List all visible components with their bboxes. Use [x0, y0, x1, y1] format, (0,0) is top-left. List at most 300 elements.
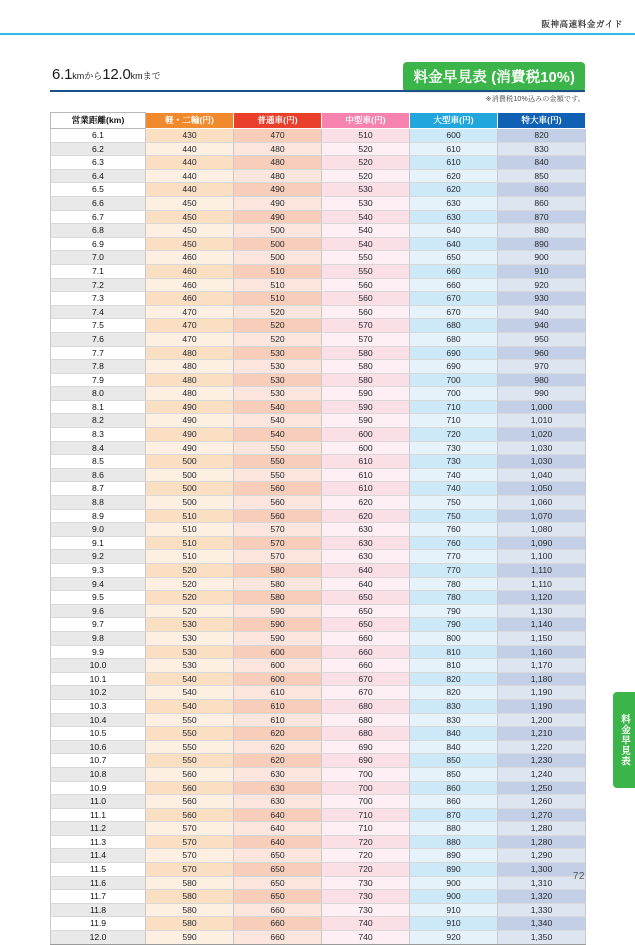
cell-fare: 520	[322, 169, 410, 183]
cell-fare: 560	[146, 781, 234, 795]
cell-distance: 8.1	[51, 400, 146, 414]
cell-fare: 580	[322, 346, 410, 360]
cell-fare: 480	[146, 387, 234, 401]
table-row	[51, 156, 586, 170]
cell-fare: 940	[498, 305, 586, 319]
cell-fare: 840	[410, 740, 498, 754]
cell-fare: 690	[410, 346, 498, 360]
cell-fare: 870	[410, 808, 498, 822]
cell-fare: 650	[322, 618, 410, 632]
table-row	[51, 387, 586, 401]
cell-distance: 10.3	[51, 699, 146, 713]
cell-fare: 880	[410, 835, 498, 849]
table-row	[51, 509, 586, 523]
cell-distance: 9.0	[51, 523, 146, 537]
cell-fare: 660	[234, 931, 322, 945]
cell-fare: 500	[234, 237, 322, 251]
cell-fare: 460	[146, 251, 234, 265]
cell-fare: 680	[410, 319, 498, 333]
cell-fare: 470	[234, 129, 322, 143]
table-header-row	[51, 113, 586, 129]
cell-fare: 700	[322, 767, 410, 781]
table-row	[51, 455, 586, 469]
cell-fare: 550	[146, 713, 234, 727]
cell-fare: 610	[322, 455, 410, 469]
cell-fare: 580	[234, 577, 322, 591]
cell-distance: 7.6	[51, 332, 146, 346]
table-row	[51, 400, 586, 414]
table-row	[51, 903, 586, 917]
cell-fare: 950	[498, 332, 586, 346]
cell-fare: 680	[322, 727, 410, 741]
cell-fare: 540	[234, 428, 322, 442]
cell-fare: 660	[234, 903, 322, 917]
table-row	[51, 645, 586, 659]
cell-distance: 10.7	[51, 754, 146, 768]
cell-fare: 530	[234, 360, 322, 374]
cell-fare: 1,240	[498, 767, 586, 781]
table-row	[51, 536, 586, 550]
cell-fare: 870	[498, 210, 586, 224]
cell-distance: 11.9	[51, 917, 146, 931]
cell-fare: 860	[498, 183, 586, 197]
cell-fare: 540	[322, 210, 410, 224]
cell-fare: 830	[498, 142, 586, 156]
cell-fare: 730	[410, 441, 498, 455]
cell-fare: 650	[322, 604, 410, 618]
cell-fare: 620	[234, 727, 322, 741]
cell-distance: 7.1	[51, 264, 146, 278]
cell-fare: 1,320	[498, 890, 586, 904]
cell-distance: 9.9	[51, 645, 146, 659]
cell-fare: 480	[234, 156, 322, 170]
table-body	[51, 129, 586, 945]
cell-fare: 1,210	[498, 727, 586, 741]
cell-fare: 610	[410, 156, 498, 170]
cell-fare: 490	[146, 441, 234, 455]
cell-fare: 550	[234, 441, 322, 455]
cell-distance: 10.2	[51, 686, 146, 700]
cell-distance: 9.1	[51, 536, 146, 550]
cell-fare: 530	[146, 645, 234, 659]
cell-distance: 7.3	[51, 292, 146, 306]
tax-note: ※消費税10%込みの金額です。	[485, 96, 585, 103]
cell-fare: 560	[322, 278, 410, 292]
cell-fare: 460	[146, 292, 234, 306]
cell-distance: 10.5	[51, 727, 146, 741]
cell-fare: 730	[322, 890, 410, 904]
cell-fare: 510	[234, 264, 322, 278]
cell-fare: 830	[410, 713, 498, 727]
cell-fare: 570	[146, 849, 234, 863]
cell-fare: 680	[322, 713, 410, 727]
cell-fare: 480	[146, 360, 234, 374]
table-row	[51, 523, 586, 537]
cell-fare: 1,330	[498, 903, 586, 917]
cell-fare: 490	[234, 210, 322, 224]
cell-fare: 730	[322, 876, 410, 890]
table-row	[51, 931, 586, 945]
table-row	[51, 564, 586, 578]
cell-fare: 630	[234, 767, 322, 781]
cell-fare: 600	[322, 428, 410, 442]
cell-fare: 610	[410, 142, 498, 156]
cell-fare: 1,090	[498, 536, 586, 550]
cell-fare: 1,010	[498, 414, 586, 428]
cell-fare: 620	[410, 183, 498, 197]
cell-fare: 560	[146, 767, 234, 781]
col-header-distance: 営業距離(km)	[51, 113, 146, 129]
cell-distance: 12.0	[51, 931, 146, 945]
cell-fare: 650	[410, 251, 498, 265]
cell-distance: 6.1	[51, 129, 146, 143]
cell-distance: 8.8	[51, 496, 146, 510]
cell-fare: 980	[498, 373, 586, 387]
cell-fare: 570	[146, 822, 234, 836]
cell-distance: 10.9	[51, 781, 146, 795]
cell-fare: 700	[410, 373, 498, 387]
cell-fare: 530	[234, 387, 322, 401]
cell-fare: 790	[410, 618, 498, 632]
cell-fare: 1,070	[498, 509, 586, 523]
cell-fare: 550	[146, 740, 234, 754]
cell-fare: 450	[146, 196, 234, 210]
cell-fare: 730	[322, 903, 410, 917]
cell-fare: 450	[146, 210, 234, 224]
cell-fare: 440	[146, 142, 234, 156]
cell-fare: 700	[322, 781, 410, 795]
cell-fare: 740	[322, 917, 410, 931]
cell-fare: 600	[234, 659, 322, 673]
cell-fare: 520	[234, 332, 322, 346]
cell-fare: 500	[234, 251, 322, 265]
cell-fare: 560	[146, 808, 234, 822]
cell-fare: 540	[146, 686, 234, 700]
cell-distance: 11.0	[51, 795, 146, 809]
table-row	[51, 142, 586, 156]
cell-fare: 770	[410, 550, 498, 564]
cell-fare: 530	[146, 659, 234, 673]
cell-fare: 640	[410, 224, 498, 238]
cell-distance: 6.8	[51, 224, 146, 238]
cell-fare: 1,120	[498, 591, 586, 605]
cell-fare: 500	[146, 496, 234, 510]
table-row	[51, 319, 586, 333]
cell-fare: 480	[234, 142, 322, 156]
cell-fare: 490	[146, 428, 234, 442]
cell-fare: 1,130	[498, 604, 586, 618]
cell-fare: 520	[322, 156, 410, 170]
cell-fare: 580	[234, 591, 322, 605]
cell-fare: 700	[322, 795, 410, 809]
cell-fare: 590	[234, 631, 322, 645]
cell-fare: 520	[234, 305, 322, 319]
cell-fare: 1,190	[498, 699, 586, 713]
table-row	[51, 604, 586, 618]
col-header-large: 大型車(円)	[410, 113, 498, 129]
table-row	[51, 849, 586, 863]
cell-distance: 7.5	[51, 319, 146, 333]
cell-distance: 11.3	[51, 835, 146, 849]
table-row	[51, 917, 586, 931]
cell-fare: 640	[410, 237, 498, 251]
cell-fare: 490	[234, 183, 322, 197]
cell-fare: 510	[322, 129, 410, 143]
cell-fare: 560	[234, 496, 322, 510]
cell-fare: 620	[410, 169, 498, 183]
cell-fare: 560	[322, 305, 410, 319]
cell-fare: 660	[322, 631, 410, 645]
range-to-value: 12.0	[102, 66, 131, 83]
cell-fare: 710	[410, 414, 498, 428]
cell-fare: 450	[146, 224, 234, 238]
table-row	[51, 686, 586, 700]
cell-fare: 1,300	[498, 863, 586, 877]
cell-distance: 6.6	[51, 196, 146, 210]
cell-fare: 1,160	[498, 645, 586, 659]
cell-fare: 510	[146, 550, 234, 564]
cell-fare: 860	[410, 795, 498, 809]
cell-fare: 520	[146, 564, 234, 578]
cell-fare: 630	[322, 523, 410, 537]
cell-fare: 530	[322, 196, 410, 210]
fare-table	[50, 112, 586, 945]
cell-fare: 830	[410, 699, 498, 713]
cell-fare: 630	[234, 795, 322, 809]
cell-distance: 8.3	[51, 428, 146, 442]
cell-fare: 510	[234, 278, 322, 292]
cell-fare: 710	[410, 400, 498, 414]
title-rule	[50, 90, 585, 92]
side-index-tab[interactable]: 料金早見表	[613, 692, 635, 788]
cell-fare: 640	[322, 564, 410, 578]
table-row	[51, 183, 586, 197]
table-row	[51, 224, 586, 238]
cell-fare: 650	[234, 876, 322, 890]
table-row	[51, 577, 586, 591]
cell-fare: 1,030	[498, 441, 586, 455]
cell-fare: 560	[146, 795, 234, 809]
cell-fare: 450	[146, 237, 234, 251]
cell-fare: 440	[146, 183, 234, 197]
cell-distance: 11.2	[51, 822, 146, 836]
cell-fare: 730	[410, 455, 498, 469]
cell-fare: 440	[146, 169, 234, 183]
cell-fare: 590	[322, 414, 410, 428]
cell-fare: 500	[146, 482, 234, 496]
table-row	[51, 482, 586, 496]
top-rule	[0, 33, 635, 35]
table-row	[51, 781, 586, 795]
cell-distance: 11.8	[51, 903, 146, 917]
cell-fare: 640	[234, 835, 322, 849]
cell-fare: 1,030	[498, 455, 586, 469]
cell-distance: 11.6	[51, 876, 146, 890]
cell-fare: 680	[410, 332, 498, 346]
cell-distance: 7.0	[51, 251, 146, 265]
cell-fare: 650	[234, 849, 322, 863]
cell-distance: 6.4	[51, 169, 146, 183]
table-row	[51, 251, 586, 265]
table-row	[51, 278, 586, 292]
table-row	[51, 237, 586, 251]
cell-fare: 1,050	[498, 482, 586, 496]
cell-fare: 1,080	[498, 523, 586, 537]
cell-fare: 850	[410, 754, 498, 768]
cell-fare: 670	[322, 672, 410, 686]
table-row	[51, 468, 586, 482]
table-row	[51, 754, 586, 768]
table-row	[51, 699, 586, 713]
cell-distance: 9.2	[51, 550, 146, 564]
cell-fare: 720	[322, 835, 410, 849]
cell-fare: 560	[234, 482, 322, 496]
cell-fare: 690	[322, 740, 410, 754]
cell-fare: 610	[234, 686, 322, 700]
fare-table-wrapper	[50, 112, 585, 945]
cell-fare: 750	[410, 509, 498, 523]
cell-fare: 550	[322, 264, 410, 278]
table-header	[51, 113, 586, 129]
table-row	[51, 808, 586, 822]
table-row	[51, 713, 586, 727]
cell-fare: 880	[410, 822, 498, 836]
table-row	[51, 129, 586, 143]
cell-fare: 840	[410, 727, 498, 741]
cell-fare: 1,290	[498, 849, 586, 863]
cell-fare: 580	[322, 373, 410, 387]
cell-fare: 520	[146, 577, 234, 591]
cell-fare: 570	[322, 332, 410, 346]
cell-fare: 530	[234, 346, 322, 360]
cell-fare: 560	[234, 509, 322, 523]
cell-fare: 820	[498, 129, 586, 143]
cell-fare: 690	[322, 754, 410, 768]
cell-fare: 1,110	[498, 564, 586, 578]
table-row	[51, 659, 586, 673]
cell-distance: 7.2	[51, 278, 146, 292]
cell-fare: 520	[322, 142, 410, 156]
table-row	[51, 196, 586, 210]
cell-fare: 780	[410, 577, 498, 591]
cell-fare: 550	[322, 251, 410, 265]
cell-distance: 8.9	[51, 509, 146, 523]
cell-fare: 710	[322, 822, 410, 836]
cell-fare: 670	[322, 686, 410, 700]
cell-fare: 540	[146, 672, 234, 686]
table-row	[51, 727, 586, 741]
cell-fare: 600	[234, 645, 322, 659]
cell-distance: 6.3	[51, 156, 146, 170]
cell-fare: 900	[410, 876, 498, 890]
cell-distance: 11.5	[51, 863, 146, 877]
cell-distance: 6.2	[51, 142, 146, 156]
cell-distance: 9.7	[51, 618, 146, 632]
cell-distance: 7.8	[51, 360, 146, 374]
cell-fare: 540	[146, 699, 234, 713]
cell-fare: 630	[410, 196, 498, 210]
table-row	[51, 631, 586, 645]
cell-fare: 920	[410, 931, 498, 945]
range-from-value: 6.1	[52, 66, 73, 83]
cell-distance: 7.7	[51, 346, 146, 360]
cell-fare: 700	[410, 387, 498, 401]
cell-fare: 720	[322, 863, 410, 877]
cell-fare: 940	[498, 319, 586, 333]
cell-distance: 6.5	[51, 183, 146, 197]
cell-fare: 800	[410, 631, 498, 645]
cell-fare: 580	[146, 876, 234, 890]
cell-fare: 660	[322, 659, 410, 673]
cell-fare: 490	[146, 400, 234, 414]
cell-fare: 540	[322, 224, 410, 238]
col-header-medium: 中型車(円)	[322, 113, 410, 129]
cell-fare: 540	[234, 414, 322, 428]
cell-fare: 560	[322, 292, 410, 306]
cell-fare: 1,060	[498, 496, 586, 510]
table-row	[51, 360, 586, 374]
cell-distance: 9.6	[51, 604, 146, 618]
table-row	[51, 169, 586, 183]
cell-fare: 850	[410, 767, 498, 781]
cell-fare: 620	[234, 754, 322, 768]
cell-fare: 910	[498, 264, 586, 278]
cell-fare: 500	[146, 468, 234, 482]
table-row	[51, 332, 586, 346]
cell-distance: 9.3	[51, 564, 146, 578]
cell-fare: 920	[498, 278, 586, 292]
cell-fare: 600	[234, 672, 322, 686]
table-row	[51, 414, 586, 428]
cell-fare: 1,020	[498, 428, 586, 442]
cell-fare: 650	[234, 890, 322, 904]
table-row	[51, 672, 586, 686]
cell-fare: 610	[234, 713, 322, 727]
cell-fare: 470	[146, 332, 234, 346]
cell-distance: 8.2	[51, 414, 146, 428]
cell-fare: 530	[146, 618, 234, 632]
cell-fare: 1,200	[498, 713, 586, 727]
cell-fare: 640	[234, 808, 322, 822]
cell-fare: 630	[322, 550, 410, 564]
cell-fare: 760	[410, 536, 498, 550]
cell-fare: 540	[234, 400, 322, 414]
cell-fare: 1,260	[498, 795, 586, 809]
cell-fare: 1,170	[498, 659, 586, 673]
cell-fare: 550	[234, 455, 322, 469]
cell-fare: 490	[146, 414, 234, 428]
cell-fare: 570	[146, 863, 234, 877]
cell-fare: 680	[322, 699, 410, 713]
cell-fare: 480	[146, 373, 234, 387]
cell-fare: 760	[410, 523, 498, 537]
cell-fare: 510	[146, 523, 234, 537]
col-header-kei: 軽・二輪(円)	[146, 113, 234, 129]
cell-distance: 10.6	[51, 740, 146, 754]
cell-fare: 1,000	[498, 400, 586, 414]
fare-table-badge: 料金早見表 (消費税10%)	[403, 62, 585, 92]
cell-fare: 640	[322, 577, 410, 591]
cell-fare: 640	[234, 822, 322, 836]
table-row	[51, 292, 586, 306]
cell-distance: 9.5	[51, 591, 146, 605]
cell-fare: 1,280	[498, 822, 586, 836]
cell-fare: 620	[322, 509, 410, 523]
cell-fare: 790	[410, 604, 498, 618]
cell-fare: 1,150	[498, 631, 586, 645]
cell-fare: 750	[410, 496, 498, 510]
cell-distance: 7.9	[51, 373, 146, 387]
